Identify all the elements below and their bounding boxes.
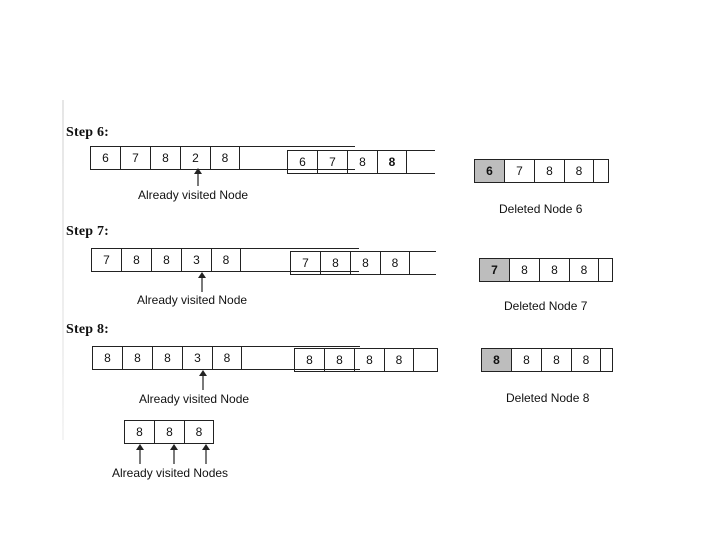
queue-cell: 8 (509, 258, 539, 282)
step-6-deleted-caption: Deleted Node 6 (499, 202, 583, 216)
queue-cell: 8 (347, 150, 377, 174)
visited-arrow (169, 444, 179, 464)
queue-cell: 8 (92, 346, 122, 370)
queue-cell: 8 (541, 348, 571, 372)
queue-cell: 8 (152, 346, 182, 370)
step-7-deleted-caption: Deleted Node 7 (504, 299, 588, 313)
queue-cell: 8 (380, 251, 410, 275)
queue-cell: 8 (151, 248, 181, 272)
queue-cell: 7 (120, 146, 150, 170)
queue-cell: 3 (181, 248, 211, 272)
queue-cell: 8 (564, 159, 594, 183)
deleted-node-cell: 6 (474, 159, 504, 183)
queue-tail (601, 348, 613, 372)
visited-arrow (201, 444, 211, 464)
queue-cell: 8 (384, 348, 414, 372)
queue-cell: 8 (121, 248, 151, 272)
step-6-visited-caption: Already visited Node (138, 188, 249, 202)
visited-arrow (135, 444, 145, 464)
queue-cell: 8 (377, 150, 407, 174)
queue-cell: 8 (539, 258, 569, 282)
queue-cell: 8 (211, 248, 241, 272)
queue-cell: 6 (287, 150, 317, 174)
visited-arrow (198, 370, 208, 390)
queue-cell: 3 (182, 346, 212, 370)
step-6-label: Step 6: (66, 125, 110, 140)
queue-cell: 2 (180, 146, 210, 170)
queue-tail (594, 159, 609, 183)
queue-tail (410, 251, 436, 275)
queue-cell: 7 (504, 159, 534, 183)
step-8-visited-caption: Already visited Node (139, 392, 250, 406)
queue-cell: 8 (320, 251, 350, 275)
step-8-deleted-caption: Deleted Node 8 (506, 391, 590, 405)
queue-cell: 8 (184, 420, 214, 444)
queue-cell: 8 (154, 420, 184, 444)
deleted-node-cell: 8 (481, 348, 511, 372)
queue-cell: 8 (210, 146, 240, 170)
queue-tail (599, 258, 613, 282)
queue-cell: 7 (317, 150, 347, 174)
step-7-label: Step 7: (66, 224, 110, 239)
visited-arrow (197, 272, 207, 292)
queue-cell: 8 (212, 346, 242, 370)
queue-tail (414, 348, 438, 372)
queue-cell: 8 (350, 251, 380, 275)
queue-cell: 8 (294, 348, 324, 372)
step-8-label: Step 8: (66, 322, 110, 337)
page-edge-shadow (62, 100, 64, 440)
queue-tail (407, 150, 435, 174)
queue-cell: 7 (91, 248, 121, 272)
step-7-visited-caption: Already visited Node (137, 293, 248, 307)
queue-cell: 8 (124, 420, 154, 444)
queue-cell: 8 (569, 258, 599, 282)
visited-arrow (193, 168, 203, 186)
queue-cell: 8 (511, 348, 541, 372)
queue-cell: 8 (150, 146, 180, 170)
queue-cell: 8 (122, 346, 152, 370)
queue-cell: 7 (290, 251, 320, 275)
deleted-node-cell: 7 (479, 258, 509, 282)
queue-cell: 8 (534, 159, 564, 183)
queue-cell: 8 (324, 348, 354, 372)
queue-cell: 8 (354, 348, 384, 372)
queue-cell: 8 (571, 348, 601, 372)
queue-cell: 6 (90, 146, 120, 170)
final-visited-caption: Already visited Nodes (112, 466, 229, 480)
